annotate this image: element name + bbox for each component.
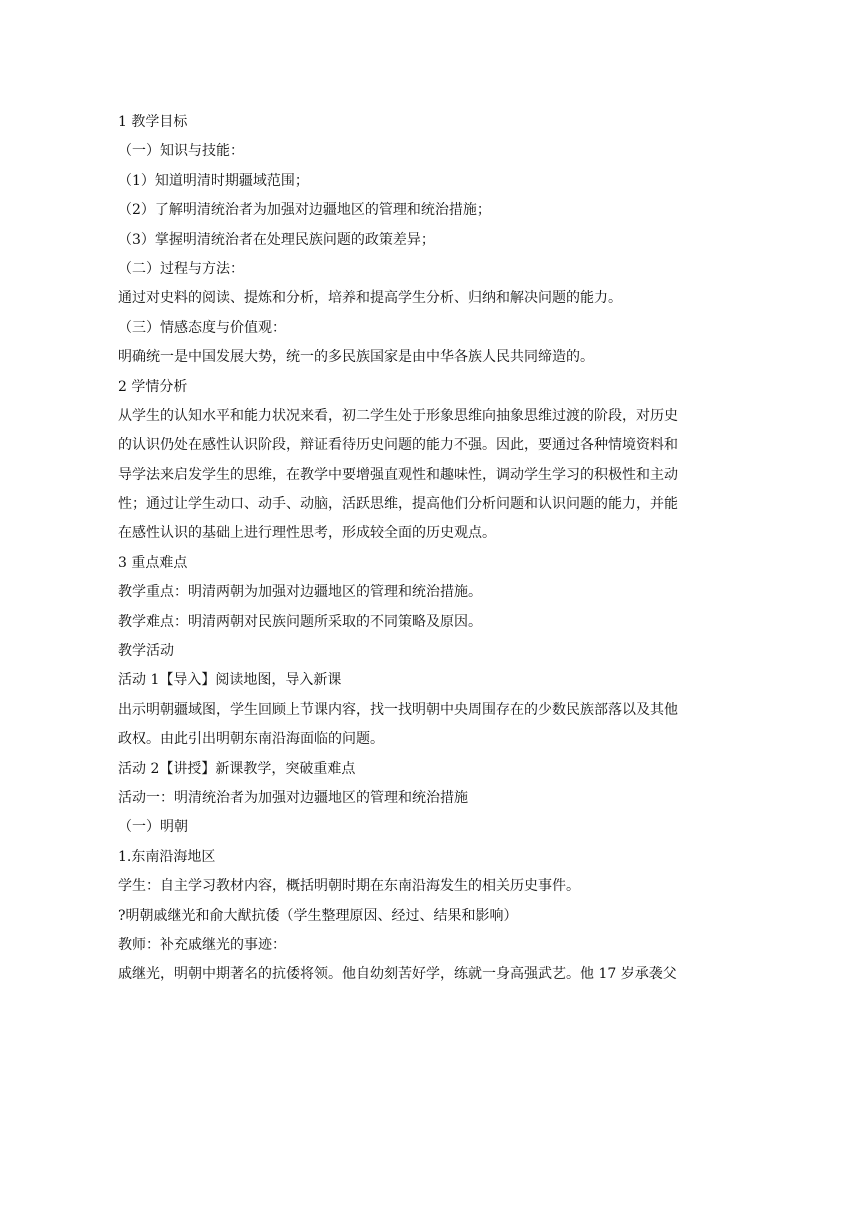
list-item: （1）知道明清时期疆域范围； bbox=[118, 172, 309, 189]
subheading-attitude-values: （三）情感态度与价值观： bbox=[118, 319, 286, 336]
activity-subheading: 活动一：明清统治者为加强对边疆地区的管理和统治措施 bbox=[118, 789, 468, 806]
paragraph-line: 明确统一是中国发展大势，统一的多民族国家是由中华各族人民共同缔造的。 bbox=[118, 349, 594, 366]
document-body bbox=[118, 108, 744, 990]
paragraph-line: 教学难点：明清两朝对民族问题所采取的不同策略及原因。 bbox=[118, 613, 482, 630]
paragraph-line: 从学生的认知水平和能力状况来看，初二学生处于形象思维向抽象思维过渡的阶段，对历史 bbox=[118, 407, 678, 424]
subheading-ming: （一）明朝 bbox=[118, 819, 188, 836]
paragraph-line: 通过对史料的阅读、提炼和分析，培养和提高学生分析、归纳和解决问题的能力。 bbox=[118, 290, 622, 307]
section-heading-key-points: 3 重点难点 bbox=[118, 554, 188, 571]
paragraph-line: 教师：补充戚继光的事迹： bbox=[118, 936, 286, 953]
section-heading-learner-analysis: 2 学情分析 bbox=[118, 378, 188, 395]
subheading-process-method: （二）过程与方法： bbox=[118, 260, 244, 277]
section-heading-activities: 教学活动 bbox=[118, 643, 174, 660]
paragraph-line: 导学法来启发学生的思维，在教学中要增强直观性和趣味性，调动学生学习的积极性和主动 bbox=[118, 466, 678, 483]
paragraph-line: 性；通过让学生动口、动手、动脑，活跃思维，提高他们分析问题和认识问题的能力，并能 bbox=[118, 496, 678, 513]
activity-heading: 活动 2【讲授】新课教学，突破重难点 bbox=[118, 760, 356, 777]
subheading-knowledge-skills: （一）知识与技能： bbox=[118, 143, 244, 160]
paragraph-line: 的认识仍处在感性认识阶段，辩证看待历史问题的能力不强。因此，要通过各种情境资料和 bbox=[118, 437, 678, 454]
paragraph-line: 政权。由此引出明朝东南沿海面临的问题。 bbox=[118, 731, 384, 748]
list-item: （3）掌握明清统治者在处理民族问题的政策差异； bbox=[118, 231, 435, 248]
paragraph-line: 出示明朝疆域图，学生回顾上节课内容，找一找明朝中央周围存在的少数民族部落以及其他 bbox=[118, 701, 678, 718]
subheading-southeast-coast: 1.东南沿海地区 bbox=[118, 848, 216, 865]
paragraph-line: 戚继光，明朝中期著名的抗倭将领。他自幼刻苦好学，练就一身高强武艺。他 17 岁承袭父 bbox=[118, 966, 677, 983]
paragraph-line: ?明朝戚继光和俞大猷抗倭（学生整理原因、经过、结果和影响） bbox=[118, 907, 518, 924]
list-item: （2）了解明清统治者为加强对边疆地区的管理和统治措施； bbox=[118, 202, 491, 219]
paragraph-line: 在感性认识的基础上进行理性思考，形成较全面的历史观点。 bbox=[118, 525, 496, 542]
activity-heading: 活动 1【导入】阅读地图，导入新课 bbox=[118, 672, 342, 689]
paragraph-line: 教学重点：明清两朝为加强对边疆地区的管理和统治措施。 bbox=[118, 584, 482, 601]
section-heading-objectives: 1 教学目标 bbox=[118, 114, 188, 130]
paragraph-line: 学生：自主学习教材内容，概括明朝时期在东南沿海发生的相关历史事件。 bbox=[118, 878, 580, 895]
